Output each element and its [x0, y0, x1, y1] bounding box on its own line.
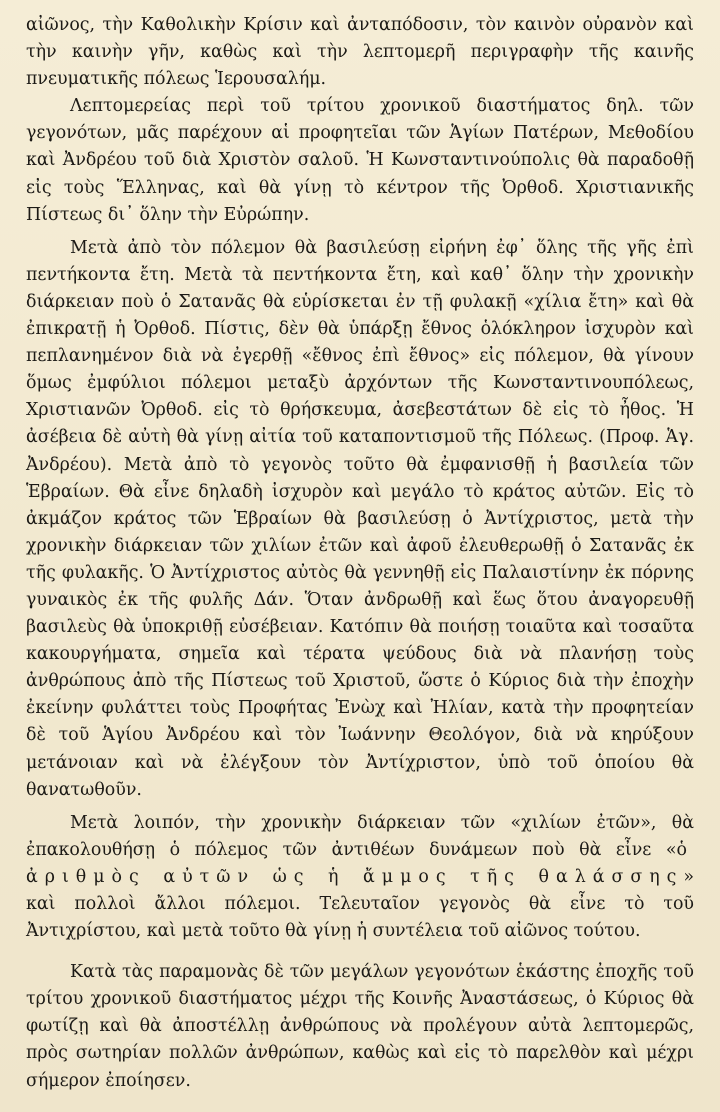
paragraph-4-tail: » καὶ πολλοὶ ἄλλοι πόλεμοι. Τελευταῖον γεγονὸς θὰ εἶνε τὸ τοῦ Ἀντιχρίστου, καὶ μετὰ τοῦτο θὰ γίνῃ ἡ συντέλεια τοῦ αἰῶνος τούτου. [26, 866, 694, 942]
paragraph-4-lead: Μετὰ λοιπόν, τὴν χρονικὴν διάρκειαν τῶν «χιλίων ἐτῶν», θὰ ἐπακολουθήσῃ ὁ πόλεμος τῶν ἀντιθέων δυνάμεων ποὺ θὰ εἶνε « [26, 812, 694, 860]
paragraph-4 [26, 810, 694, 945]
paragraph-5: Κατὰ τὰς παραμονὰς δὲ τῶν μεγάλων γεγονότων ἑκάστης ἐποχῆς τοῦ τρίτου χρονικοῦ διαστήματος μέχρι τῆς Κοινῆς Ἀναστάσεως, ὁ Κύριος θὰ φωτίζῃ καὶ θὰ ἀποστέλλῃ ἀνθρώπους νὰ προλέγουν αὐτὰ λεπτομερῶς, πρὸς σωτηρίαν πολλῶν ἀνθρώπων, καθὼς καὶ εἰς τὸ παρελθὸν καὶ μέχρι σήμερον ἐποίησεν. [26, 962, 694, 1091]
paragraph-3: Μετὰ ἀπὸ τὸν πόλεμον θὰ βασιλεύσῃ εἰρήνη ἐφ᾽ ὅλης τῆς γῆς ἐπὶ πεντήκοντα ἔτη. Μετὰ τὰ πεντήκοντα ἔτη, καὶ καθ᾽ ὅλην τὴν χρονικὴν διάρκειαν ποὺ ὁ Σατανᾶς θὰ εὑρίσκεται ἐν τῇ φυλακῇ «χίλια ἔτη» καὶ θὰ ἐπικρατῇ ἡ Ὀρθοδ. Πίστις, δὲν θὰ ὑπάρξῃ ἔθνος ὁλόκληρον ἰσχυρὸν καὶ πεπλανημένον διὰ νὰ ἐγερθῇ «ἔθνος ἐπὶ ἔθνος» εἰς πόλεμον, θὰ γίνουν ὅμως ἐμφύλιοι πόλεμοι μεταξὺ ἀρχόντων τῆς Κωνσταντινουπόλεως, Χριστιανῶν Ὀρθοδ. εἰς τὸ θρήσκευμα, ἀσεβεστάτων δὲ εἰς τὸ ἦθος. Ἡ ἀσέβεια δὲ αὐτὴ θὰ γίνῃ αἰτία τοῦ καταποντισμοῦ τῆς Πόλεως. (Προφ. Ἁγ. Ἀνδρέου). Μετὰ ἀπὸ τὸ γεγονὸς τοῦτο θὰ ἐμφανισθῇ ἡ βασιλεία τῶν Ἑβραίων. Θὰ εἶνε δηλαδὴ ἰσχυρὸν καὶ μεγάλο τὸ κράτος αὐτῶν. Εἰς τὸ ἀκμάζον κράτος τῶν Ἑβραίων θὰ βασιλεύσῃ ὁ Ἀντίχριστος, μετὰ τὴν χρονικὴν διάρκειαν τῶν χιλίων ἐτῶν καὶ ἀφοῦ ἐλευθερωθῇ ὁ Σατανᾶς ἐκ τῆς φυλακῆς. Ὁ Ἀντίχριστος αὐτὸς θὰ γεννηθῇ εἰς Παλαιστίνην ἐκ πόρνης γυναικὸς ἐκ τῆς φυλῆς Δάν. Ὅταν ἀνδρωθῇ καὶ ἕως ὅτου ἀναγορευθῇ βασιλεὺς θὰ ὑποκριθῇ εὐσέβειαν. Κατόπιν θὰ ποιήσῃ τοιαῦτα καὶ τοσαῦτα κακουργήματα, σημεῖα καὶ τέρατα ψεύδους διὰ νὰ πλανήσῃ τοὺς ἀνθρώπους ἀπὸ τῆς Πίστεως τοῦ Χριστοῦ, ὥστε ὁ Κύριος διὰ τὴν ἐποχὴν ἐκείνην φυλάττει τοὺς Προφήτας Ἐνὼχ καὶ Ἠλίαν, κατὰ τὴν προφητείαν δὲ τοῦ Ἁγίου Ἀνδρέου καὶ τὸν Ἰωάννην Θεολόγον, διὰ νὰ κηρύξουν μετάνοιαν καὶ νὰ ἐλέγξουν τὸν Ἀντίχριστον, ὑπὸ τοῦ ὁποίου θὰ θανατωθοῦν. [26, 237, 694, 800]
paragraph-2: Λεπτομερείας περὶ τοῦ τρίτου χρονικοῦ διαστήματος δηλ. τῶν γεγονότων, μᾶς παρέχουν αἱ προφητεῖαι τῶν Ἁγίων Πατέρων, Μεθοδίου καὶ Ἀνδρέου τοῦ διὰ Χριστὸν σαλοῦ. Ἡ Κωνσταντινούπολις θὰ παραδοθῇ εἰς τοὺς Ἕλληνας, καὶ θὰ γίνῃ τὸ κέντρον τῆς Ὀρθοδ. Χριστιανικῆς Πίστεως δι᾽ ὅλην τὴν Εὐρώπην. [26, 96, 694, 225]
body-text [26, 12, 694, 1095]
paragraph-1: αἰῶνος, τὴν Καθολικὴν Κρίσιν καὶ ἀνταπόδοσιν, τὸν καινὸν οὐρανὸν καὶ τὴν καινὴν γῆν, καθὼς καὶ τὴν λεπτομερῆ περιγραφὴν τῆς καινῆς πνευματικῆς πόλεως Ἱερουσαλήμ. [26, 15, 694, 90]
paragraph-4-quote: ὁ ἀριθμὸς αὐτῶν ὡς ἡ ἄμμος τῆς θαλάσσης [26, 839, 694, 887]
